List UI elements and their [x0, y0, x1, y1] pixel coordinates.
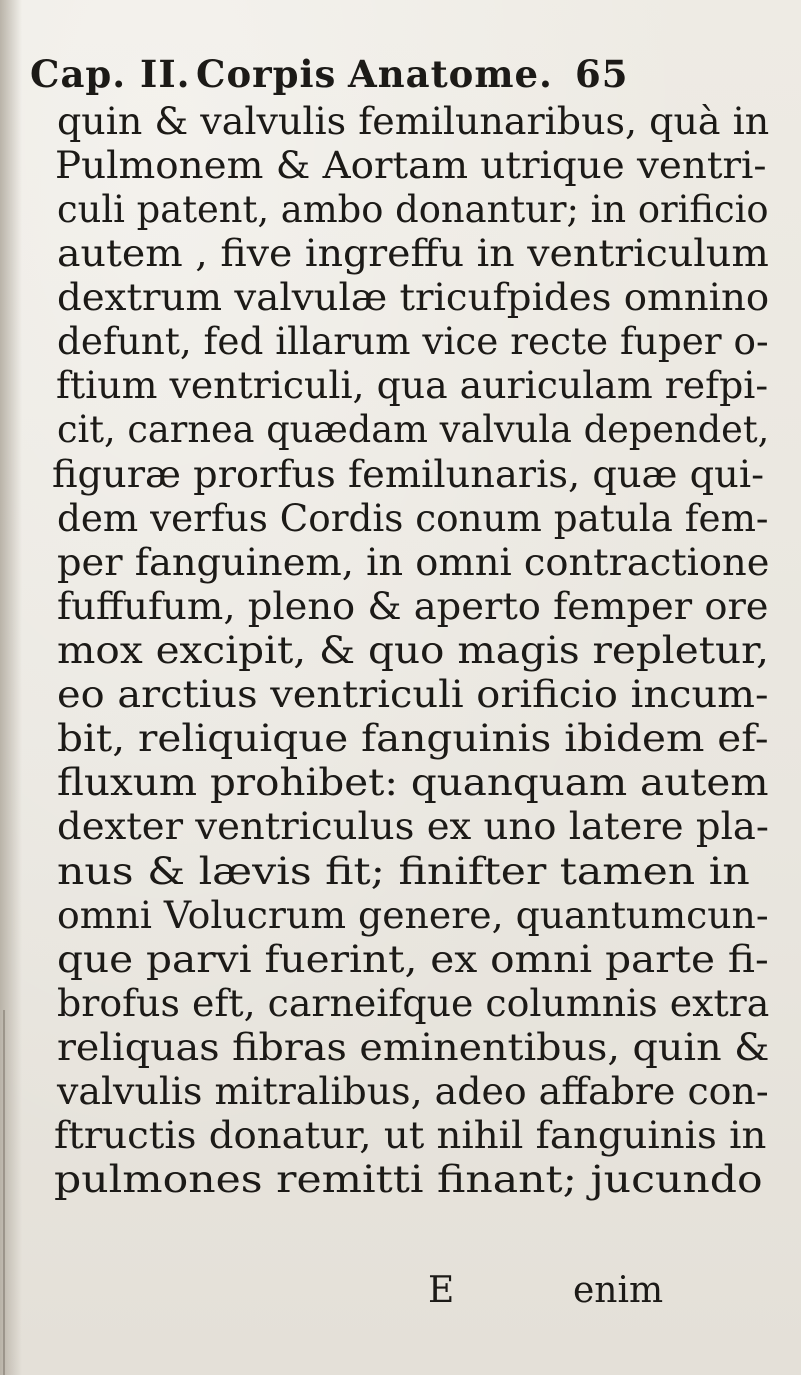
text-line: autem , five ingreffu in ventriculum: [57, 232, 769, 275]
text-line: dexter ventriculus ex uno latere pla-: [57, 805, 769, 848]
text-line: quin & valvulis femilunaribus, quà in: [57, 100, 770, 143]
text-line: nus & lævis fit; finifter tamen in: [57, 850, 750, 893]
header-section: Anatome.: [348, 52, 553, 96]
chapter-label: Cap. II.: [30, 52, 191, 96]
text-line: mox excipit, & quo magis repletur,: [57, 629, 769, 672]
catchword: enim: [573, 1270, 664, 1311]
text-line: ftructis donatur, ut nihil fanguinis in: [54, 1114, 767, 1157]
text-line: culi patent, ambo donantur; in orificio: [57, 188, 769, 231]
running-header: [30, 52, 770, 102]
header-part: Corpis: [196, 52, 337, 96]
text-line: dextrum valvulæ tricufpides omnino: [57, 276, 770, 319]
text-line: reliquas fibras eminentibus, quin &: [57, 1026, 770, 1069]
page-number: 65: [575, 52, 629, 96]
signature-mark: E: [428, 1270, 455, 1311]
text-line: ftium ventriculi, qua auriculam refpi-: [56, 364, 769, 407]
text-line: omni Volucrum genere, quantumcun-: [57, 894, 769, 937]
text-line: Pulmonem & Aortam utrique ventri-: [55, 144, 767, 187]
text-line: bit, reliquique fanguinis ibidem ef-: [57, 717, 769, 760]
text-line: figuræ prorfus femilunaris, quæ qui-: [52, 453, 765, 496]
text-line: fluxum prohibet: quanquam autem: [57, 761, 769, 804]
text-line: eo arctius ventriculi orificio incum-: [57, 673, 769, 716]
text-line: dem verfus Cordis conum patula fem-: [57, 497, 769, 540]
text-line: brofus eft, carneifque columnis extra: [57, 982, 770, 1025]
text-line: pulmones remitti finant; jucundo: [54, 1158, 763, 1201]
text-line: defunt, fed illarum vice recte fuper o-: [57, 320, 769, 363]
page-edge: [3, 1010, 5, 1375]
text-line: que parvi fuerint, ex omni parte fi-: [57, 938, 769, 981]
text-line: cit, carnea quædam valvula dependet,: [57, 408, 770, 451]
text-line: fuffufum, pleno & aperto femper ore: [57, 585, 769, 628]
text-line: valvulis mitralibus, adeo affabre con-: [57, 1070, 769, 1113]
text-line: per fanguinem, in omni contractione: [57, 541, 770, 584]
